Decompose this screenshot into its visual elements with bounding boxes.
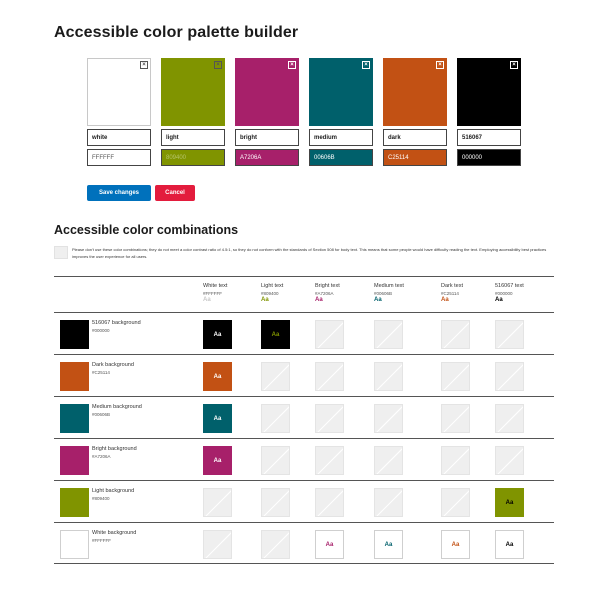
color-name-input[interactable]: white	[87, 129, 151, 146]
table-bottom-divider	[54, 563, 554, 564]
row-hex: #00606B	[92, 412, 111, 417]
row-label-text: Light background	[92, 488, 135, 494]
background-swatch	[60, 446, 89, 475]
row-label	[92, 404, 142, 418]
cancel-button[interactable]: Cancel	[155, 185, 195, 201]
column-hex: #809400	[261, 291, 279, 296]
color-hex-input[interactable]: 000000	[457, 149, 521, 166]
table-row	[54, 354, 554, 396]
row-hex: #000000	[92, 328, 110, 333]
background-swatch	[60, 530, 89, 559]
column-header	[315, 283, 340, 304]
row-label	[92, 320, 141, 334]
background-swatch	[60, 404, 89, 433]
inaccessible-combination-cell	[374, 488, 403, 517]
row-hex: #FFFFFF	[92, 538, 111, 543]
color-hex-input[interactable]: A7206A	[235, 149, 299, 166]
column-sample-text: Aa	[374, 297, 382, 303]
accessible-combination-sample: Aa	[203, 404, 232, 433]
color-name-input[interactable]: 516067	[457, 129, 521, 146]
inaccessible-combination-cell	[495, 446, 524, 475]
row-label-text: White background	[92, 530, 137, 536]
column-label: 516067 text	[495, 283, 524, 289]
row-hex: #809400	[92, 496, 110, 501]
row-hex: #A7206A	[92, 454, 111, 459]
swatch-color-block[interactable]	[457, 58, 521, 126]
column-hex: #FFFFFF	[203, 291, 222, 296]
palette-swatch-516067	[457, 58, 521, 166]
table-row	[54, 480, 554, 522]
inaccessible-combination-cell	[374, 320, 403, 349]
inaccessible-combination-cell	[441, 320, 470, 349]
column-hex: #C25114	[441, 291, 459, 296]
remove-color-icon[interactable]: ×	[436, 61, 444, 69]
remove-color-icon[interactable]: ×	[510, 61, 518, 69]
inaccessible-combination-cell	[315, 488, 344, 517]
table-row	[54, 312, 554, 354]
accessible-combination-sample: Aa	[203, 362, 232, 391]
color-hex-input[interactable]: 809400	[161, 149, 225, 166]
notice-swatch	[54, 246, 68, 259]
inaccessible-combination-cell	[495, 404, 524, 433]
page-title: Accessible color palette builder	[54, 24, 299, 41]
inaccessible-combination-cell	[495, 362, 524, 391]
inaccessible-combination-cell	[315, 320, 344, 349]
row-label	[92, 530, 136, 544]
accessible-combination-sample: Aa	[495, 530, 524, 559]
row-label	[92, 488, 134, 502]
inaccessible-combination-cell	[203, 530, 232, 559]
color-name-input[interactable]: bright	[235, 129, 299, 146]
inaccessible-combination-cell	[261, 362, 290, 391]
inaccessible-combination-cell	[315, 362, 344, 391]
inaccessible-combination-cell	[374, 404, 403, 433]
column-sample-text: Aa	[441, 297, 449, 303]
column-hex: #000000	[495, 291, 513, 296]
row-label-text: Dark background	[92, 362, 134, 368]
notice-text: Please don't use these color combinations; they do not meet a color contrast ratio of 4.5:1, so they do not conform with the standards of Section 508 for body text. This means that some people would have difficulty reading the text. Employing accessibility best practices improves the user experience for all users.	[72, 247, 547, 259]
row-hex: #C25114	[92, 370, 110, 375]
column-header	[203, 283, 227, 304]
accessible-combination-sample: Aa	[495, 488, 524, 517]
inaccessible-combination-cell	[441, 362, 470, 391]
background-swatch	[60, 362, 89, 391]
column-hex: #A7206A	[315, 291, 334, 296]
accessible-combination-sample: Aa	[203, 446, 232, 475]
color-name-input[interactable]: light	[161, 129, 225, 146]
row-label-text: Medium background	[92, 404, 142, 410]
inaccessible-combination-cell	[441, 488, 470, 517]
swatch-color-block[interactable]	[309, 58, 373, 126]
remove-color-icon[interactable]: ×	[288, 61, 296, 69]
remove-color-icon[interactable]: ×	[140, 61, 148, 69]
color-name-input[interactable]: medium	[309, 129, 373, 146]
color-hex-input[interactable]: FFFFFF	[87, 149, 151, 166]
palette-swatch-bright	[235, 58, 299, 166]
save-changes-button[interactable]: Save changes	[87, 185, 151, 201]
inaccessible-combination-cell	[261, 404, 290, 433]
inaccessible-combination-cell	[374, 362, 403, 391]
column-sample-text: Aa	[203, 297, 211, 303]
inaccessible-combination-cell	[261, 530, 290, 559]
color-name-input[interactable]: dark	[383, 129, 447, 146]
inaccessible-combination-cell	[203, 488, 232, 517]
column-header	[495, 283, 524, 304]
table-top-divider	[54, 276, 554, 277]
inaccessible-combination-cell	[374, 446, 403, 475]
column-sample-text: Aa	[261, 297, 269, 303]
color-hex-input[interactable]: C25114	[383, 149, 447, 166]
inaccessible-combination-cell	[261, 488, 290, 517]
inaccessible-combination-cell	[441, 404, 470, 433]
palette-swatch-medium	[309, 58, 373, 166]
color-hex-input[interactable]: 00606B	[309, 149, 373, 166]
row-label	[92, 446, 137, 460]
column-hex: #00606B	[374, 291, 393, 296]
inaccessible-combination-cell	[441, 446, 470, 475]
background-swatch	[60, 320, 89, 349]
background-swatch	[60, 488, 89, 517]
swatch-color-block[interactable]	[383, 58, 447, 126]
accessible-combination-sample: Aa	[441, 530, 470, 559]
row-label	[92, 362, 134, 376]
swatch-color-block[interactable]	[161, 58, 225, 126]
column-header	[441, 283, 463, 304]
combinations-heading: Accessible color combinations	[54, 223, 239, 237]
inaccessible-combination-cell	[261, 446, 290, 475]
swatch-color-block[interactable]	[87, 58, 151, 126]
row-label-text: 516067 background	[92, 320, 141, 326]
swatch-color-block[interactable]	[235, 58, 299, 126]
accessible-combination-sample: Aa	[203, 320, 232, 349]
palette-swatch-dark	[383, 58, 447, 166]
table-row	[54, 522, 554, 564]
inaccessible-combination-cell	[495, 320, 524, 349]
row-label-text: Bright background	[92, 446, 137, 452]
column-header	[261, 283, 283, 304]
table-row	[54, 396, 554, 438]
palette-swatch-light	[161, 58, 225, 166]
column-label: Medium text	[374, 283, 404, 289]
remove-color-icon[interactable]: ×	[362, 61, 370, 69]
column-label: Bright text	[315, 283, 340, 289]
column-label: Light text	[261, 283, 284, 289]
inaccessible-combination-cell	[315, 404, 344, 433]
accessible-combination-sample: Aa	[315, 530, 344, 559]
column-label: Dark text	[441, 283, 464, 289]
column-label: White text	[203, 283, 228, 289]
column-sample-text: Aa	[315, 297, 323, 303]
table-row	[54, 438, 554, 480]
remove-color-icon[interactable]: ×	[214, 61, 222, 69]
inaccessible-combination-cell	[315, 446, 344, 475]
accessible-combination-sample: Aa	[261, 320, 290, 349]
column-sample-text: Aa	[495, 297, 503, 303]
palette-swatch-white	[87, 58, 151, 166]
accessible-combination-sample: Aa	[374, 530, 403, 559]
column-header	[374, 283, 404, 304]
